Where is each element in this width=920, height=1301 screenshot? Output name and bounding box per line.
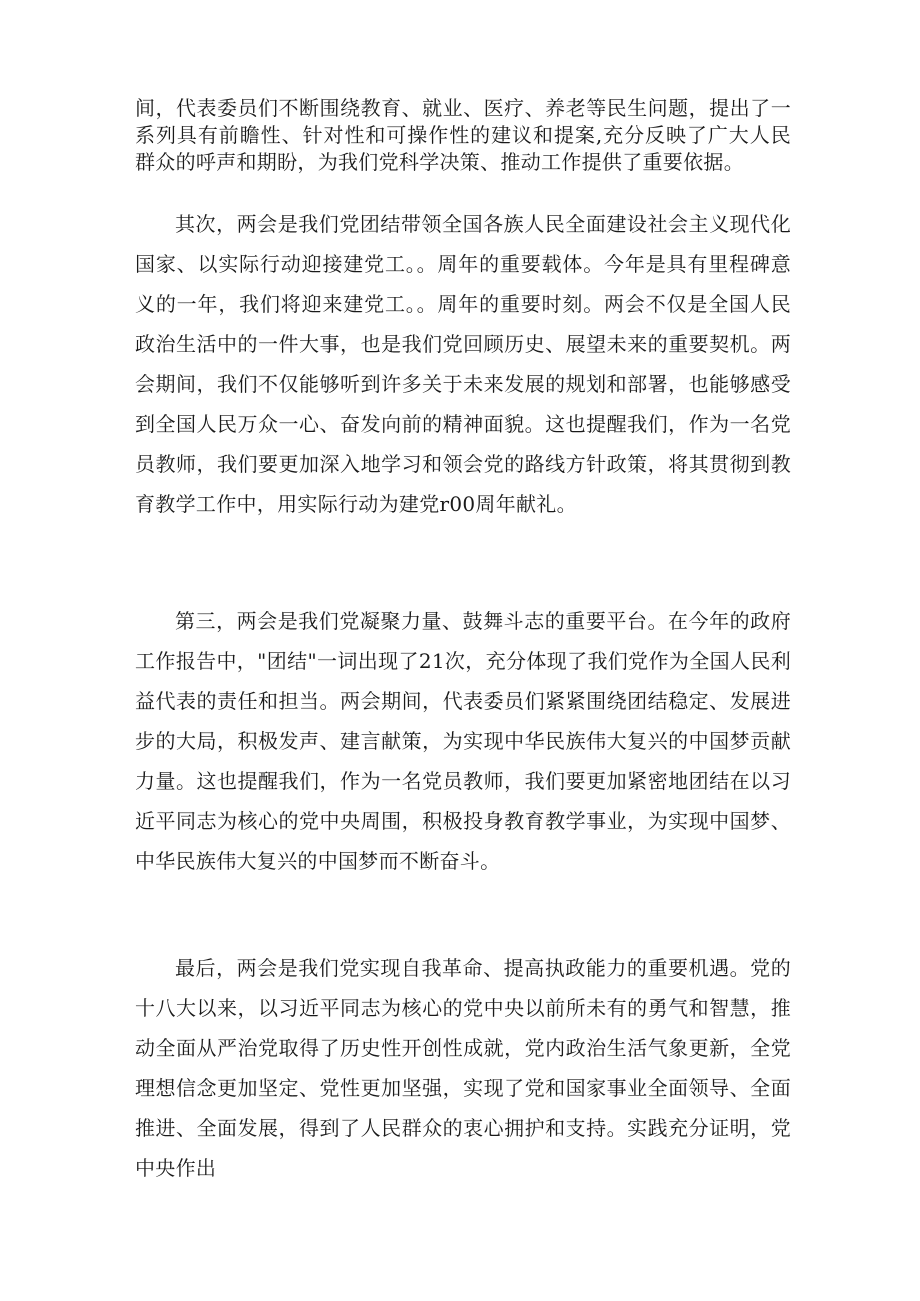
paragraph-third: 第三，两会是我们党凝聚力量、鼓舞斗志的重要平台。在今年的政府工作报告中，"团结"一词出现了21次，充分体现了我们党作为全国人民利益代表的责任和担当。两会期间，代表委员们紧紧围绕团结稳定、发展进步的大局，积极发声、建言献策，为实现中华民族伟大复兴的中国梦贡献力量。这也提醒我们，作为一名党员教师，我们要更加紧密地团结在以习近平同志为核心的党中央周围，积极投身教育教学事业，为实现中国梦、中华民族伟大复兴的中国梦而不断奋斗。: [135, 609, 791, 873]
paragraph-continuation: 间，代表委员们不断围绕教育、就业、医疗、养老等民生问题，提出了一系列具有前瞻性、针对性和可操作性的建议和提案,充分反映了广大人民群众的呼声和期盼，为我们党科学决策、推动工作提供了重要依据。: [135, 96, 791, 174]
paragraph-finally: 最后，两会是我们党实现自我革命、提高执政能力的重要机遇。党的十八大以来，以习近平同志为核心的党中央以前所未有的勇气和智慧，推动全面从严治党取得了历史性开创性成就，党内政治生活气象更新，全党理想信念更加坚定、党性更加坚强，实现了党和国家事业全面领导、全面推进、全面发展，得到了人民群众的衷心拥护和支持。实践充分证明，党中央作出: [135, 956, 791, 1180]
paragraph-second: 其次，两会是我们党团结带领全国各族人民全面建设社会主义现代化国家、以实际行动迎接建党工。。周年的重要载体。今年是具有里程碑意义的一年，我们将迎来建党工。。周年的重要时刻。两会不仅是全国人民政治生活中的一件大事，也是我们党回顾历史、展望未来的重要契机。两会期间，我们不仅能够听到许多关于未来发展的规划和部署，也能够感受到全国人民万众一心、奋发向前的精神面貌。这也提醒我们，作为一名党员教师，我们要更加深入地学习和领会党的路线方针政策，将其贯彻到教育教学工作中，用实际行动为建党r00周年献礼。: [135, 212, 791, 516]
